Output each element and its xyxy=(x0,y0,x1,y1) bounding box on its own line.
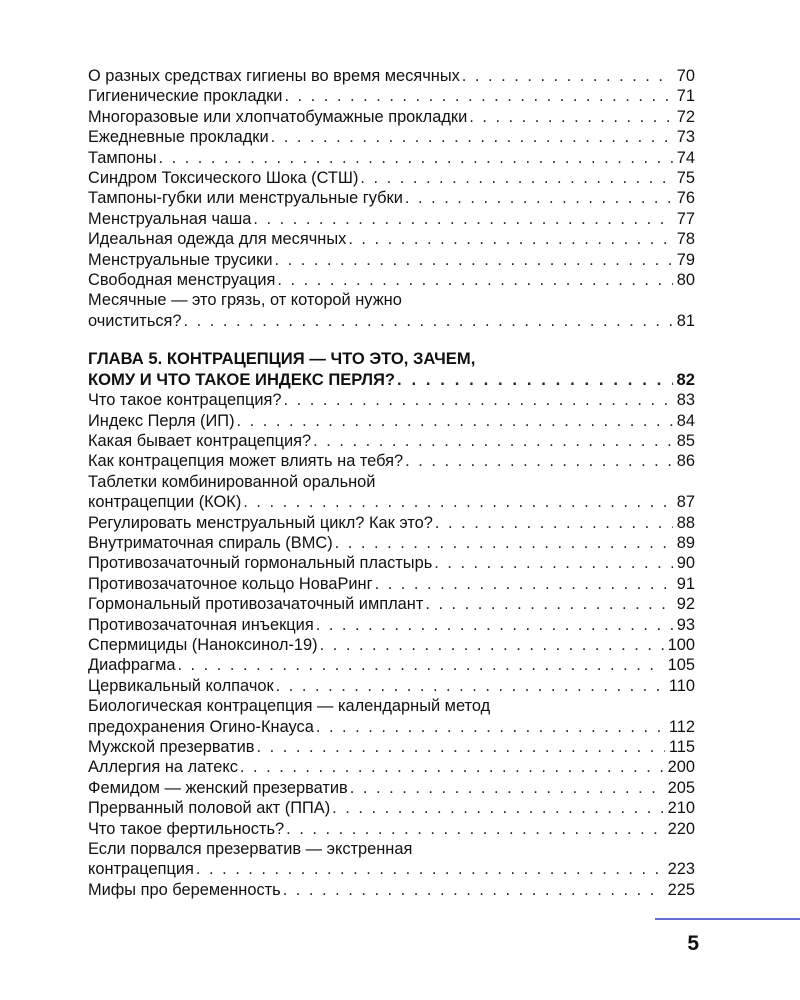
toc-entry-title-line1: Если порвался презерватив — экстренная xyxy=(88,840,413,859)
dot-leader xyxy=(158,148,672,168)
toc-entry-title: Гормональный противозачаточный имплант xyxy=(88,595,424,614)
chapter-title-line1: ГЛАВА 5. КОНТРАЦЕПЦИЯ — ЧТО ЭТО, ЗАЧЕМ, xyxy=(88,349,476,369)
toc-entry-page: 90 xyxy=(676,554,695,573)
dot-leader xyxy=(469,107,673,127)
toc-group-c xyxy=(88,737,695,839)
dot-leader xyxy=(243,492,672,512)
toc-entry-title: Регулировать менструальный цикл? Как это? xyxy=(88,513,433,532)
toc-entry-title-line2: контрацепции (КОК) xyxy=(88,493,242,512)
dot-leader xyxy=(237,411,673,431)
toc-group-before xyxy=(88,66,695,290)
toc-entry xyxy=(88,188,695,208)
toc-entry-page: 100 xyxy=(667,635,695,654)
toc-entry xyxy=(88,513,695,533)
toc-entry-page: 74 xyxy=(676,148,695,167)
dot-leader xyxy=(184,311,673,331)
dot-leader xyxy=(405,188,673,208)
page-number: 5 xyxy=(687,932,699,955)
dot-leader xyxy=(335,533,673,553)
toc-entry-title-line2: очиститься? xyxy=(88,311,182,330)
toc-entry xyxy=(88,676,695,696)
toc-entry xyxy=(88,107,695,127)
chapter-title-line2: КОМУ И ЧТО ТАКОЕ ИНДЕКС ПЕРЛЯ? xyxy=(88,369,396,389)
dot-leader xyxy=(177,655,663,675)
toc-entry xyxy=(88,574,695,594)
toc-entry xyxy=(88,472,695,513)
toc-entry-title: Идеальная одежда для месячных xyxy=(88,230,347,249)
toc-entry-page: 76 xyxy=(676,189,695,208)
toc-entry-title: Многоразовые или хлопчатобумажные прокладки xyxy=(88,107,468,126)
toc-entry-title: Диафрагма xyxy=(88,656,176,675)
dot-leader xyxy=(196,859,664,879)
toc-entry-page: 83 xyxy=(676,391,695,410)
dot-leader xyxy=(350,778,664,798)
toc-entry-title: Синдром Токсического Шока (СТШ) xyxy=(88,169,359,188)
dot-leader xyxy=(435,513,673,533)
dot-leader xyxy=(275,250,673,270)
table-of-contents xyxy=(88,66,695,900)
dot-leader xyxy=(257,737,665,757)
toc-entry xyxy=(88,431,695,451)
toc-entry-page: 73 xyxy=(676,128,695,147)
dot-leader xyxy=(375,574,673,594)
toc-entry-page: 87 xyxy=(676,493,695,512)
toc-group-a xyxy=(88,390,695,472)
toc-entry xyxy=(88,451,695,471)
toc-entry xyxy=(88,635,695,655)
dot-leader xyxy=(316,717,665,737)
toc-entry-title: Что такое контрацепция? xyxy=(88,391,282,410)
toc-entry-page: 200 xyxy=(667,758,695,777)
toc-entry xyxy=(88,250,695,270)
toc-entry xyxy=(88,757,695,777)
dot-leader xyxy=(271,127,673,147)
toc-entry xyxy=(88,390,695,410)
toc-entry-title-line2: контрацепция xyxy=(88,860,194,879)
toc-entry-title-line1: Месячные — это грязь, от которой нужно xyxy=(88,291,402,310)
dot-leader xyxy=(283,880,664,900)
toc-entry-page: 81 xyxy=(676,311,695,330)
toc-entry-title: Ежедневные прокладки xyxy=(88,128,269,147)
dot-leader xyxy=(360,168,672,188)
toc-entry-page: 86 xyxy=(676,452,695,471)
toc-entry-page: 210 xyxy=(667,799,695,818)
toc-entry xyxy=(88,209,695,229)
toc-entry-title: Спермициды (Наноксинол-19) xyxy=(88,635,318,654)
footer-rule xyxy=(655,918,800,920)
toc-entry-title: Индекс Перля (ИП) xyxy=(88,411,235,430)
toc-entry xyxy=(88,615,695,635)
toc-entry-page: 72 xyxy=(676,107,695,126)
toc-entry-title: О разных средствах гигиены во время месячных xyxy=(88,67,460,85)
toc-entry xyxy=(88,553,695,573)
toc-entry-title: Какая бывает контрацепция? xyxy=(88,431,312,450)
toc-entry-page: 88 xyxy=(676,513,695,532)
dot-leader xyxy=(284,86,672,106)
dot-leader xyxy=(405,451,673,471)
toc-entry xyxy=(88,148,695,168)
toc-entry xyxy=(88,411,695,431)
toc-entry-page: 205 xyxy=(667,778,695,797)
toc-entry-page: 70 xyxy=(676,67,695,85)
toc-entry xyxy=(88,778,695,798)
toc-entry-title: Противозачаточный гормональный пластырь xyxy=(88,554,433,573)
toc-entry-title: Противозачаточная инъекция xyxy=(88,615,314,634)
toc-entry-page: 223 xyxy=(667,860,695,879)
toc-entry xyxy=(88,270,695,290)
toc-entry-page: 115 xyxy=(668,738,695,756)
toc-entry-title: Как контрацепция может влиять на тебя? xyxy=(88,452,404,471)
toc-entry xyxy=(88,127,695,147)
toc-entry-page: 112 xyxy=(668,717,695,736)
toc-entry-page: 89 xyxy=(676,533,695,552)
dot-leader xyxy=(425,594,672,614)
toc-entry-title: Тампоны xyxy=(88,148,157,167)
toc-entry-page: 93 xyxy=(676,615,695,634)
toc-entry xyxy=(88,737,695,757)
toc-entry-page: 105 xyxy=(667,656,695,675)
toc-entry-title-line2: предохранения Огино-Кнауса xyxy=(88,717,314,736)
dot-leader xyxy=(240,757,664,777)
toc-entry-title: Менструальные трусики xyxy=(88,250,273,269)
toc-entry-title: Менструальная чаша xyxy=(88,209,252,228)
toc-entry-page: 71 xyxy=(676,87,695,106)
toc-entry-title-line1: Биологическая контрацепция — календарный метод xyxy=(88,697,491,716)
toc-entry-page: 92 xyxy=(676,595,695,614)
toc-entry-title: Тампоны-губки или менструальные губки xyxy=(88,189,403,208)
toc-entry xyxy=(88,696,695,737)
toc-entry-title: Мифы про беременность xyxy=(88,880,281,899)
toc-entry xyxy=(88,839,695,880)
dot-leader xyxy=(320,635,664,655)
toc-entry xyxy=(88,66,695,86)
dot-leader xyxy=(253,209,672,229)
toc-entry-page: 75 xyxy=(676,169,695,188)
dot-leader xyxy=(277,270,672,290)
toc-entry xyxy=(88,290,695,331)
toc-entry-page: 84 xyxy=(676,411,695,430)
dot-leader xyxy=(276,676,665,696)
toc-entry-title: Что такое фертильность? xyxy=(88,819,285,838)
dot-leader xyxy=(462,66,673,86)
dot-leader xyxy=(284,390,673,410)
toc-entry-page: 85 xyxy=(676,431,695,450)
toc-entry-page: 225 xyxy=(667,880,695,899)
toc-entry xyxy=(88,168,695,188)
toc-entry xyxy=(88,229,695,249)
toc-entry-page: 78 xyxy=(676,230,695,249)
dot-leader xyxy=(434,553,673,573)
chapter-heading xyxy=(88,349,695,390)
toc-entry xyxy=(88,819,695,839)
toc-entry-title: Цервикальный колпачок xyxy=(88,676,274,695)
toc-entry xyxy=(88,655,695,675)
toc-entry-page: 110 xyxy=(668,676,695,695)
toc-entry-title: Аллергия на латекс xyxy=(88,758,238,777)
dot-leader xyxy=(313,431,673,451)
toc-entry-title: Противозачаточное кольцо НоваРинг xyxy=(88,574,373,593)
dot-leader xyxy=(397,370,672,390)
toc-entry-title: Свободная менструация xyxy=(88,271,276,290)
toc-entry-title: Гигиенические прокладки xyxy=(88,87,283,106)
toc-entry xyxy=(88,86,695,106)
dot-leader xyxy=(348,229,672,249)
toc-entry-title: Фемидом — женский презерватив xyxy=(88,778,348,797)
toc-entry xyxy=(88,594,695,614)
dot-leader xyxy=(332,798,663,818)
toc-entry-page: 79 xyxy=(676,250,695,269)
toc-entry xyxy=(88,880,695,900)
toc-entry-title-line1: Таблетки комбинированной оральной xyxy=(88,472,376,491)
dot-leader xyxy=(286,819,663,839)
toc-entry-page: 80 xyxy=(676,271,695,290)
toc-entry-title: Внутриматочная спираль (ВМС) xyxy=(88,533,333,552)
toc-entry-page: 220 xyxy=(667,819,695,838)
toc-entry-page: 91 xyxy=(676,574,695,593)
toc-entry-title: Прерванный половой акт (ППА) xyxy=(88,799,331,818)
chapter-page: 82 xyxy=(676,369,695,389)
toc-entry xyxy=(88,533,695,553)
toc-entry-page: 77 xyxy=(676,209,695,228)
toc-entry xyxy=(88,798,695,818)
toc-entry-title: Мужской презерватив xyxy=(88,738,255,756)
dot-leader xyxy=(316,615,673,635)
toc-group-b xyxy=(88,513,695,697)
